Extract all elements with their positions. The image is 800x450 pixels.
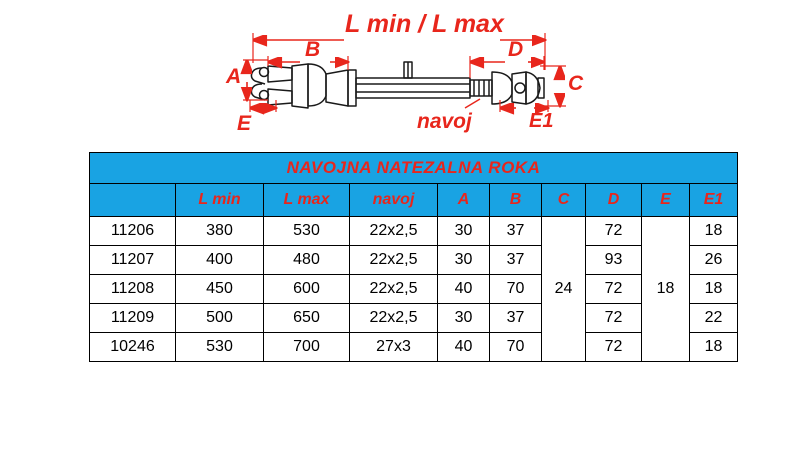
cell-code: 11206 (90, 217, 176, 246)
cell-b: 70 (490, 275, 542, 304)
table-row (90, 333, 738, 362)
cell-l-min: 530 (176, 333, 264, 362)
cell-d: 72 (586, 304, 642, 333)
header-c: C (542, 184, 586, 217)
header-e1: E1 (690, 184, 738, 217)
dimension-label-c: C (568, 72, 584, 95)
cell-a: 30 (438, 217, 490, 246)
cell-navoj: 22x2,5 (350, 217, 438, 246)
cell-code: 11209 (90, 304, 176, 333)
cell-b: 37 (490, 217, 542, 246)
cell-e1: 18 (690, 333, 738, 362)
cell-l-min: 500 (176, 304, 264, 333)
cell-e1: 26 (690, 246, 738, 275)
dimension-label-d: D (508, 38, 524, 61)
header-l-max: L max (264, 184, 350, 217)
cell-b: 37 (490, 304, 542, 333)
cell-l-max: 530 (264, 217, 350, 246)
cell-l-max: 480 (264, 246, 350, 275)
header-d: D (586, 184, 642, 217)
dimension-label-l-min-max: L min / L max (345, 10, 504, 38)
header-navoj: navoj (350, 184, 438, 217)
table-header-row (90, 184, 738, 217)
cell-e-merged: 18 (642, 217, 690, 362)
cell-l-min: 380 (176, 217, 264, 246)
table-row (90, 275, 738, 304)
dimension-label-a: A (226, 65, 242, 88)
table-title: NAVOJNA NATEZALNA ROKA (90, 153, 738, 184)
cell-a: 40 (438, 275, 490, 304)
dimension-label-navoj: navoj (417, 110, 472, 133)
cell-a: 30 (438, 246, 490, 275)
cell-e1: 18 (690, 217, 738, 246)
cell-b: 37 (490, 246, 542, 275)
cell-a: 40 (438, 333, 490, 362)
cell-d: 72 (586, 333, 642, 362)
table-title-row (90, 153, 738, 184)
header-l-min: L min (176, 184, 264, 217)
cell-code: 11208 (90, 275, 176, 304)
cell-d: 93 (586, 246, 642, 275)
cell-e1: 22 (690, 304, 738, 333)
header-b: B (490, 184, 542, 217)
cell-a: 30 (438, 304, 490, 333)
product-diagram (0, 0, 800, 150)
table-row (90, 304, 738, 333)
dimension-label-e: E (237, 112, 252, 135)
cell-navoj: 22x2,5 (350, 246, 438, 275)
header-code (90, 184, 176, 217)
cell-d: 72 (586, 217, 642, 246)
table-row (90, 246, 738, 275)
dimension-label-b: B (305, 38, 321, 61)
cell-l-min: 450 (176, 275, 264, 304)
header-a: A (438, 184, 490, 217)
header-e: E (642, 184, 690, 217)
cell-e1: 18 (690, 275, 738, 304)
cell-l-max: 650 (264, 304, 350, 333)
cell-c-merged: 24 (542, 217, 586, 362)
cell-navoj: 27x3 (350, 333, 438, 362)
cell-navoj: 22x2,5 (350, 275, 438, 304)
specification-table (89, 152, 738, 362)
dimension-label-e1: E1 (529, 110, 554, 132)
cell-l-max: 700 (264, 333, 350, 362)
cell-code: 10246 (90, 333, 176, 362)
cell-b: 70 (490, 333, 542, 362)
cell-code: 11207 (90, 246, 176, 275)
cell-l-max: 600 (264, 275, 350, 304)
table-row (90, 217, 738, 246)
cell-navoj: 22x2,5 (350, 304, 438, 333)
cell-d: 72 (586, 275, 642, 304)
cell-l-min: 400 (176, 246, 264, 275)
